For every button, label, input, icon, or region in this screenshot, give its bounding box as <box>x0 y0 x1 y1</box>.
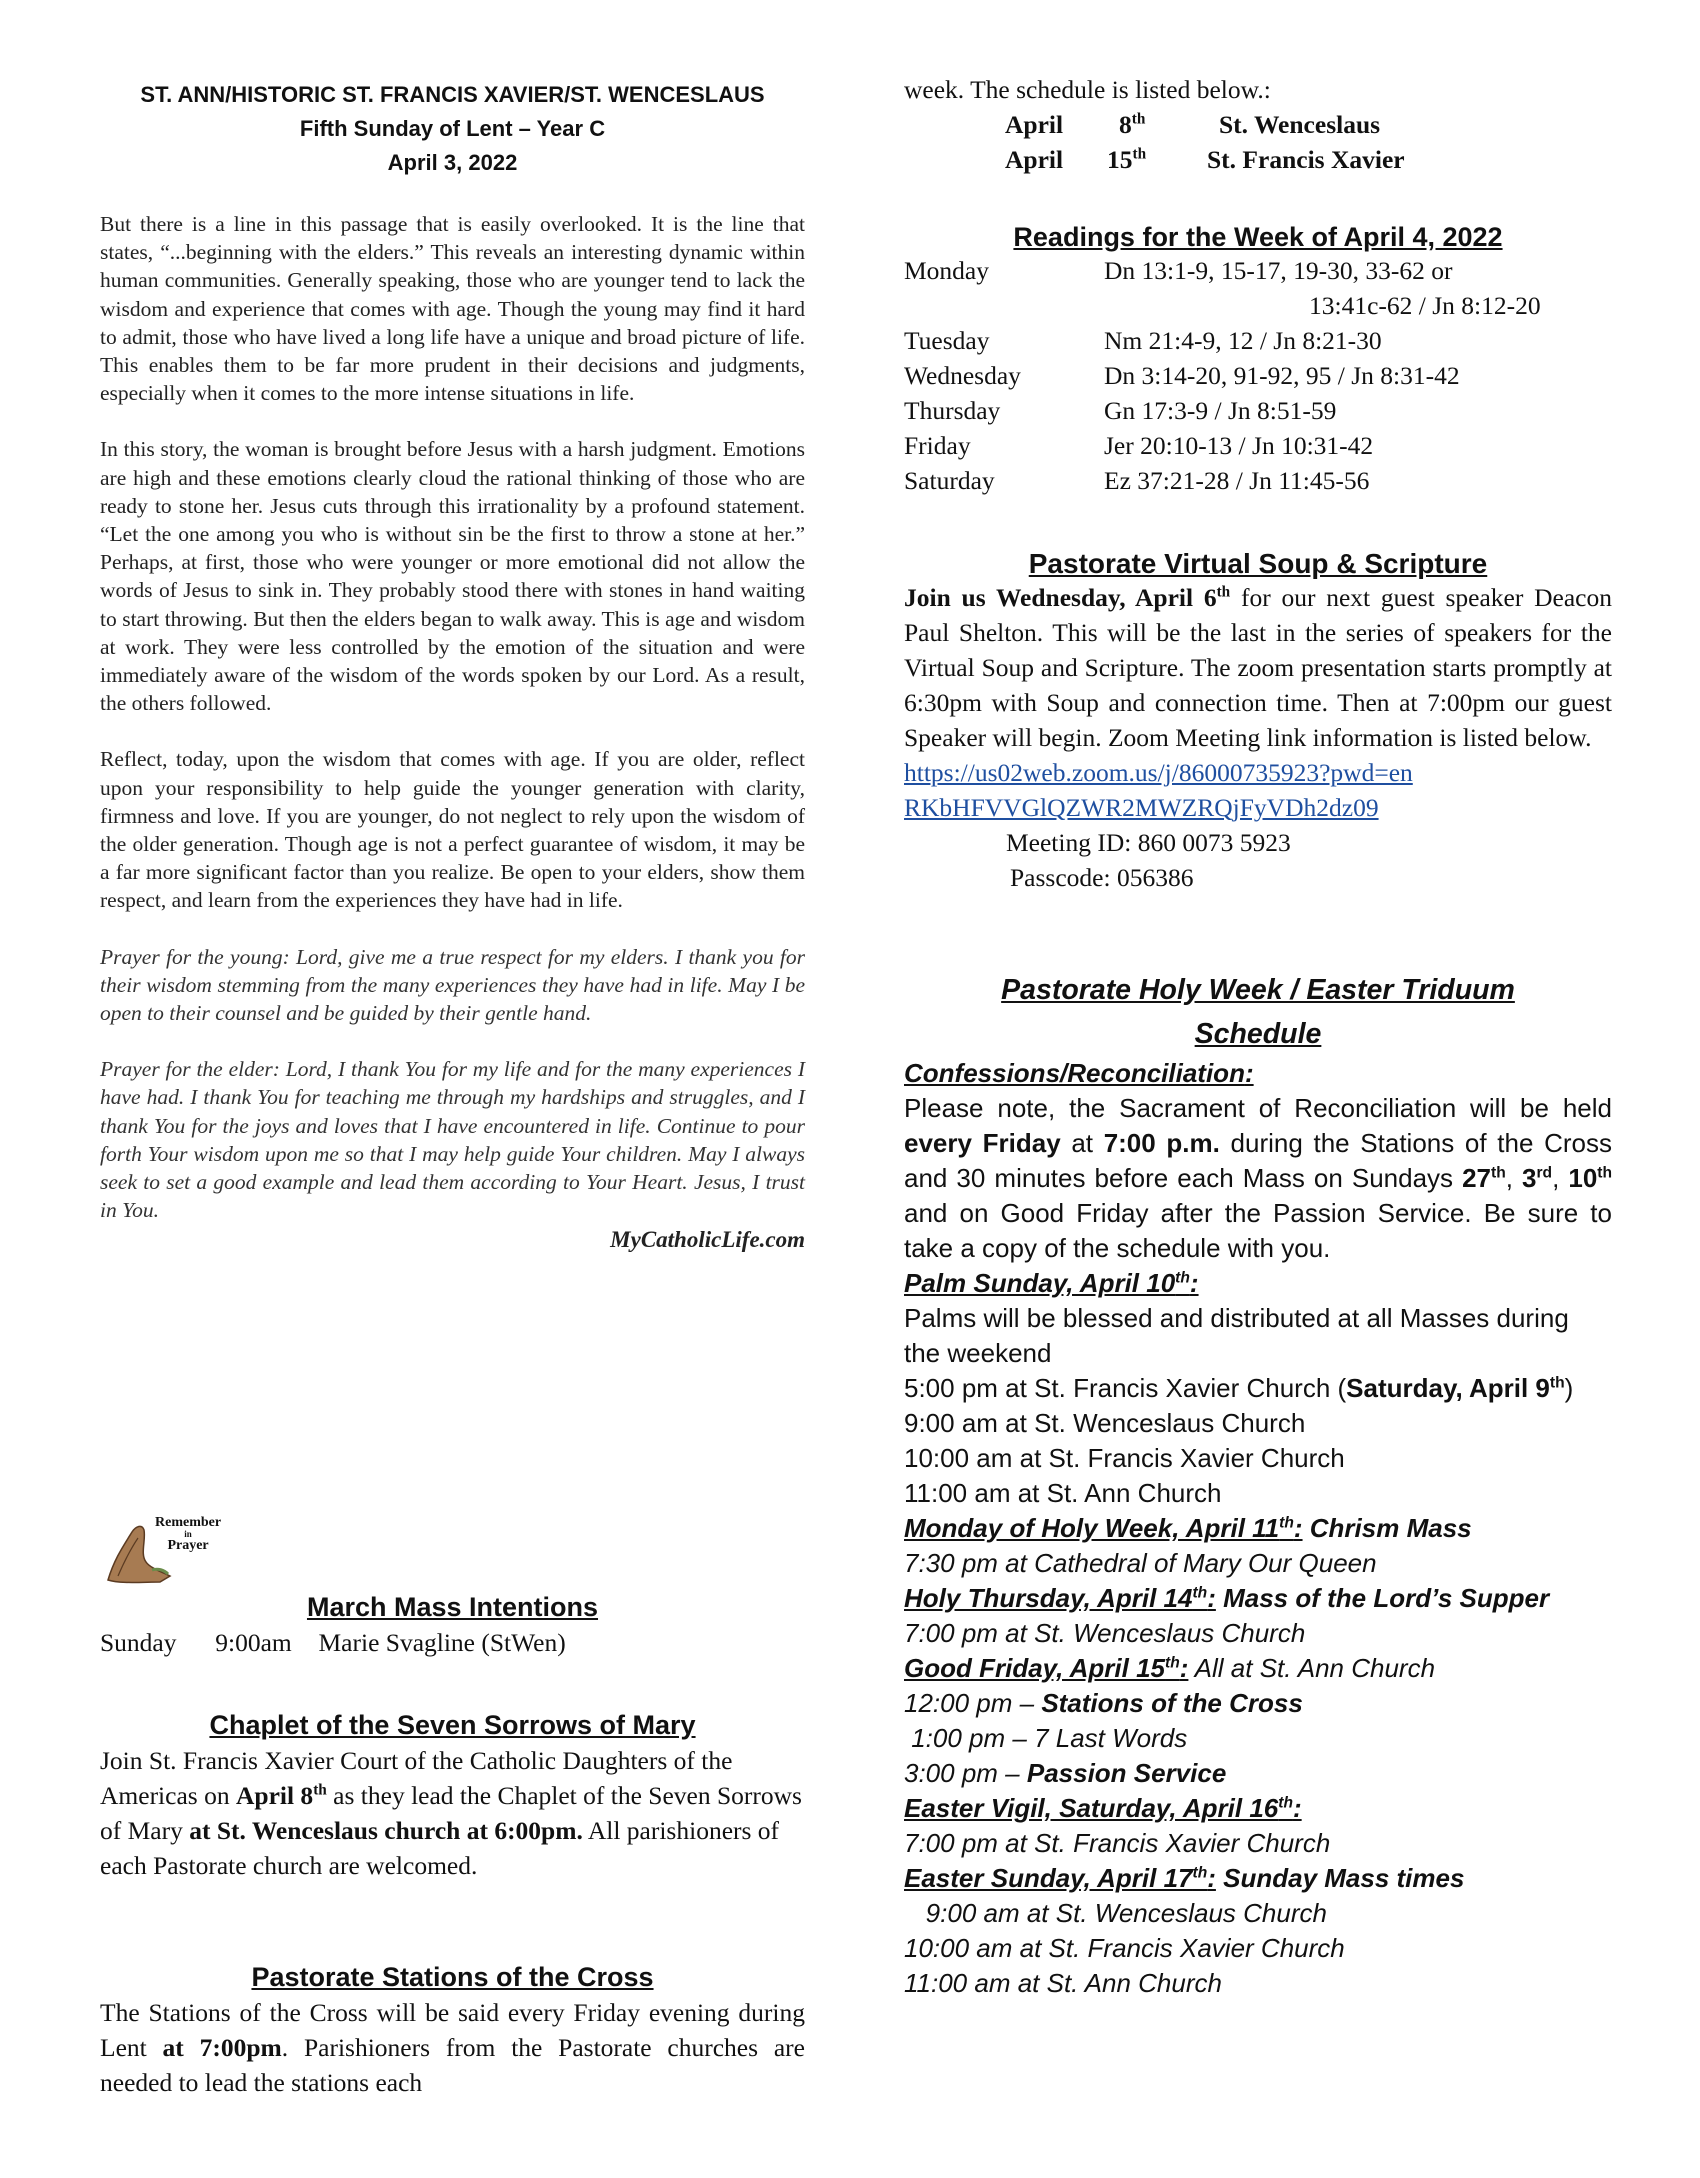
prayer-for-young: Prayer for the young: Lord, give me a true respect for my elders. I thank you for their wisdom stemming from the many experiences they have had in life. May I be open to their counsel and be guided by their gentle hand. <box>100 944 805 1026</box>
reading-row: Saturday Ez 37:21-28 / Jn 11:45-56 <box>904 466 1370 495</box>
monday-holy-week-heading: Monday of Holy Week, April 11th: Chrism Mass <box>904 1513 1472 1543</box>
easter-sunday-mass: 10:00 am at St. Francis Xavier Church <box>904 1933 1345 1963</box>
meeting-id: Meeting ID: 860 0073 5923 <box>1006 828 1291 857</box>
palm-sunday-mass: 10:00 am at St. Francis Xavier Church <box>904 1443 1345 1473</box>
good-friday-passion: 3:00 pm – Passion Service <box>904 1758 1227 1788</box>
bulletin-date: April 3, 2022 <box>387 150 518 175</box>
reflection-paragraph-1: But there is a line in this passage that is easily overlooked. It is the line that states, “...beginning with the elders.” This reveals an interesting dynamic within human communities. Generally speaking, those who are younger tend to lack the wisdom and experience that comes with age. Though the young may find it hard to admit, those who have lived a long life have a unique and broad picture of life. This enables them to be far more prudent in their decisions and judgments, especially when it comes to the more intense situations in life. <box>100 212 805 406</box>
palm-sunday-note: Palms will be blessed and distributed at all Masses during the weekend <box>904 1303 1569 1368</box>
bulletin-header <box>100 78 805 180</box>
remember-word: Remember <box>155 1515 222 1530</box>
readings-section <box>904 222 1612 498</box>
intention-name: Marie Svagline (StWen) <box>318 1628 566 1657</box>
easter-sunday-heading: Easter Sunday, April 17th: Sunday Mass times <box>904 1863 1465 1893</box>
chaplet-section <box>100 1710 805 1883</box>
palm-sunday-saturday-mass: 5:00 pm at St. Francis Xavier Church (Saturday, April 9th) <box>904 1373 1574 1403</box>
stations-title: Pastorate Stations of the Cross <box>251 1962 654 1992</box>
reflection-article <box>100 210 805 1254</box>
soup-text: Join us Wednesday, April 6th for our next guest speaker Deacon Paul Shelton. This will be the last in the series of speakers for the Virtual Soup and Scripture. The zoom presentation starts promptly at 6:30pm with Soup and connection time. Then at 7:00pm our guest Speaker will begin. Zoom Meeting link information is listed below. <box>904 583 1612 752</box>
chaplet-text-1: Join St. Francis Xavier Court of the Catholic Daughters of the Americas on <box>100 1746 733 1810</box>
stations-row-1: April 8th St. Wenceslaus <box>1005 110 1381 139</box>
chaplet-title: Chaplet of the Seven Sorrows of Mary <box>209 1710 696 1740</box>
mass-intentions-title: March Mass Intentions <box>306 1592 599 1622</box>
in-word: in <box>184 1529 192 1539</box>
readings-title: Readings for the Week of April 4, 2022 <box>1013 222 1503 252</box>
easter-sunday-mass: 9:00 am at St. Wenceslaus Church <box>904 1898 1327 1928</box>
holy-week-schedule <box>904 1056 1612 2001</box>
stations-row-2: April 15th St. Francis Xavier <box>1005 145 1405 174</box>
intention-time: 9:00am <box>215 1628 292 1657</box>
reading-row: Tuesday Nm 21:4-9, 12 / Jn 8:21-30 <box>904 326 1382 355</box>
reading-row: Monday Dn 13:1-9, 15-17, 19-30, 33-62 or <box>904 256 1453 285</box>
holy-week-title: Pastorate Holy Week / Easter Triduum Schedule <box>1001 974 1515 1050</box>
parish-names: ST. ANN/HISTORIC ST. FRANCIS XAVIER/ST. WENCESLAUS <box>140 82 765 107</box>
chaplet-text-2: as they lead the Chaplet of the Seven Sorrows of Mary <box>100 1781 802 1845</box>
soup-title: Pastorate Virtual Soup & Scripture <box>1028 548 1488 579</box>
remember-in-prayer-graphic <box>100 1510 240 1585</box>
holy-thursday-heading: Holy Thursday, April 14th: Mass of the Lord’s Supper <box>904 1583 1550 1613</box>
reading-row: Friday Jer 20:10-13 / Jn 10:31-42 <box>904 431 1374 460</box>
stations-continued-text: week. The schedule is listed below.: <box>904 75 1271 104</box>
holy-week-section <box>904 968 1612 2001</box>
palm-sunday-heading: Palm Sunday, April 10th: <box>904 1268 1199 1298</box>
soup-date: Join us Wednesday, April 6th <box>904 583 1231 612</box>
stations-continued <box>904 72 1612 177</box>
stations-text: The Stations of the Cross will be said every Friday evening during Lent at 7:00pm. Parishioners from the Pastorate churches are needed to lead the stations each <box>100 1998 805 2097</box>
reflection-paragraph-3: Reflect, today, upon the wisdom that comes with age. If you are older, reflect upon your responsibility to help guide the younger generation with clarity, firmness and love. If you are younger, do not neglect to rely upon the wisdom of the older generation. Though age is not a perfect guarantee of wisdom, it may be a far more significant factor than you realize. Be open to your elders, show them respect, and learn from the experiences they have had in life. <box>100 747 805 913</box>
reading-row: 13:41c-62 / Jn 8:12-20 <box>1309 291 1541 320</box>
reading-row: Thursday Gn 17:3-9 / Jn 8:51-59 <box>904 396 1337 425</box>
soup-scripture-section <box>904 548 1612 895</box>
zoom-link[interactable]: https://us02web.zoom.us/j/86000735923?pwd=en RKbHFVVGlQZWR2MWZRQjFyVDh2dz09 <box>904 758 1413 822</box>
easter-vigil-time: 7:00 pm at St. Francis Xavier Church <box>904 1828 1331 1858</box>
good-friday-last-words: 1:00 pm – 7 Last Words <box>904 1723 1188 1753</box>
easter-sunday-mass: 11:00 am at St. Ann Church <box>904 1968 1222 1998</box>
chaplet-location: at St. Wenceslaus church at 6:00pm. <box>189 1816 583 1845</box>
palm-sunday-mass: 9:00 am at St. Wenceslaus Church <box>904 1408 1306 1438</box>
reading-row: Wednesday Dn 3:14-20, 91-92, 95 / Jn 8:31-42 <box>904 361 1460 390</box>
liturgical-day: Fifth Sunday of Lent – Year C <box>299 116 606 141</box>
mass-intention-row <box>100 1625 805 1660</box>
holy-thursday-time: 7:00 pm at St. Wenceslaus Church <box>904 1618 1306 1648</box>
palm-sunday-mass: 11:00 am at St. Ann Church <box>904 1478 1222 1508</box>
easter-vigil-heading: Easter Vigil, Saturday, April 16th: <box>904 1793 1302 1823</box>
reflection-paragraph-2: In this story, the woman is brought before Jesus with a harsh judgment. Emotions are high and these emotions clearly cloud the rational thinking of those who are ready to stone her. Jesus cuts through this irrationality by a profound statement. “Let the one among you who is without sin be the first to throw a stone at her.” Perhaps, at first, those who were younger or more emotional did not allow the words of Jesus to sink in. They probably stood there with stones in hand waiting to start throwing. But then the elders began to walk away. This is age and wisdom at work. They were less controlled by the emotion of the situation and were immediately aware of the wisdom of the words spoken by our Lord. As a result, the others followed. <box>100 437 805 716</box>
readings-table <box>904 253 1612 498</box>
good-friday-heading: Good Friday, April 15th: All at St. Ann Church <box>904 1653 1436 1683</box>
chaplet-text-3: All parishioners of each Pastorate church are welcomed. <box>100 1816 780 1880</box>
confessions-text: Please note, the Sacrament of Reconciliation will be held every Friday at 7:00 p.m. during the Stations of the Cross and 30 minutes before each Mass on Sundays 27th, 3rd, 10th and on Good Friday after the Passion Service. Be sure to take a copy of the schedule with you. <box>904 1093 1612 1263</box>
prayer-for-elder: Prayer for the elder: Lord, I thank You for my life and for the many experiences I have had. I thank You for teaching me through my hardships and struggles, and I thank You for the joys and loves that I have encountered in life. Continue to pour forth Your wisdom upon me so that I may help guide Your children. May I always seek to set a good example and lead them according to Your Heart. Jesus, I trust in You. <box>100 1057 805 1223</box>
mass-intentions-section <box>100 1592 805 1660</box>
intention-day: Sunday <box>100 1628 177 1657</box>
passcode: Passcode: 056386 <box>1010 863 1194 892</box>
chrism-mass-time: 7:30 pm at Cathedral of Mary Our Queen <box>904 1548 1377 1578</box>
article-source: MyCatholicLife.com <box>610 1226 805 1252</box>
good-friday-stations: 12:00 pm – Stations of the Cross <box>904 1688 1303 1718</box>
prayer-word: Prayer <box>167 1538 209 1553</box>
stations-section <box>100 1962 805 2100</box>
confessions-heading: Confessions/Reconciliation: <box>904 1058 1254 1088</box>
chaplet-text <box>100 1743 805 1883</box>
chaplet-date: April 8th <box>235 1781 327 1810</box>
